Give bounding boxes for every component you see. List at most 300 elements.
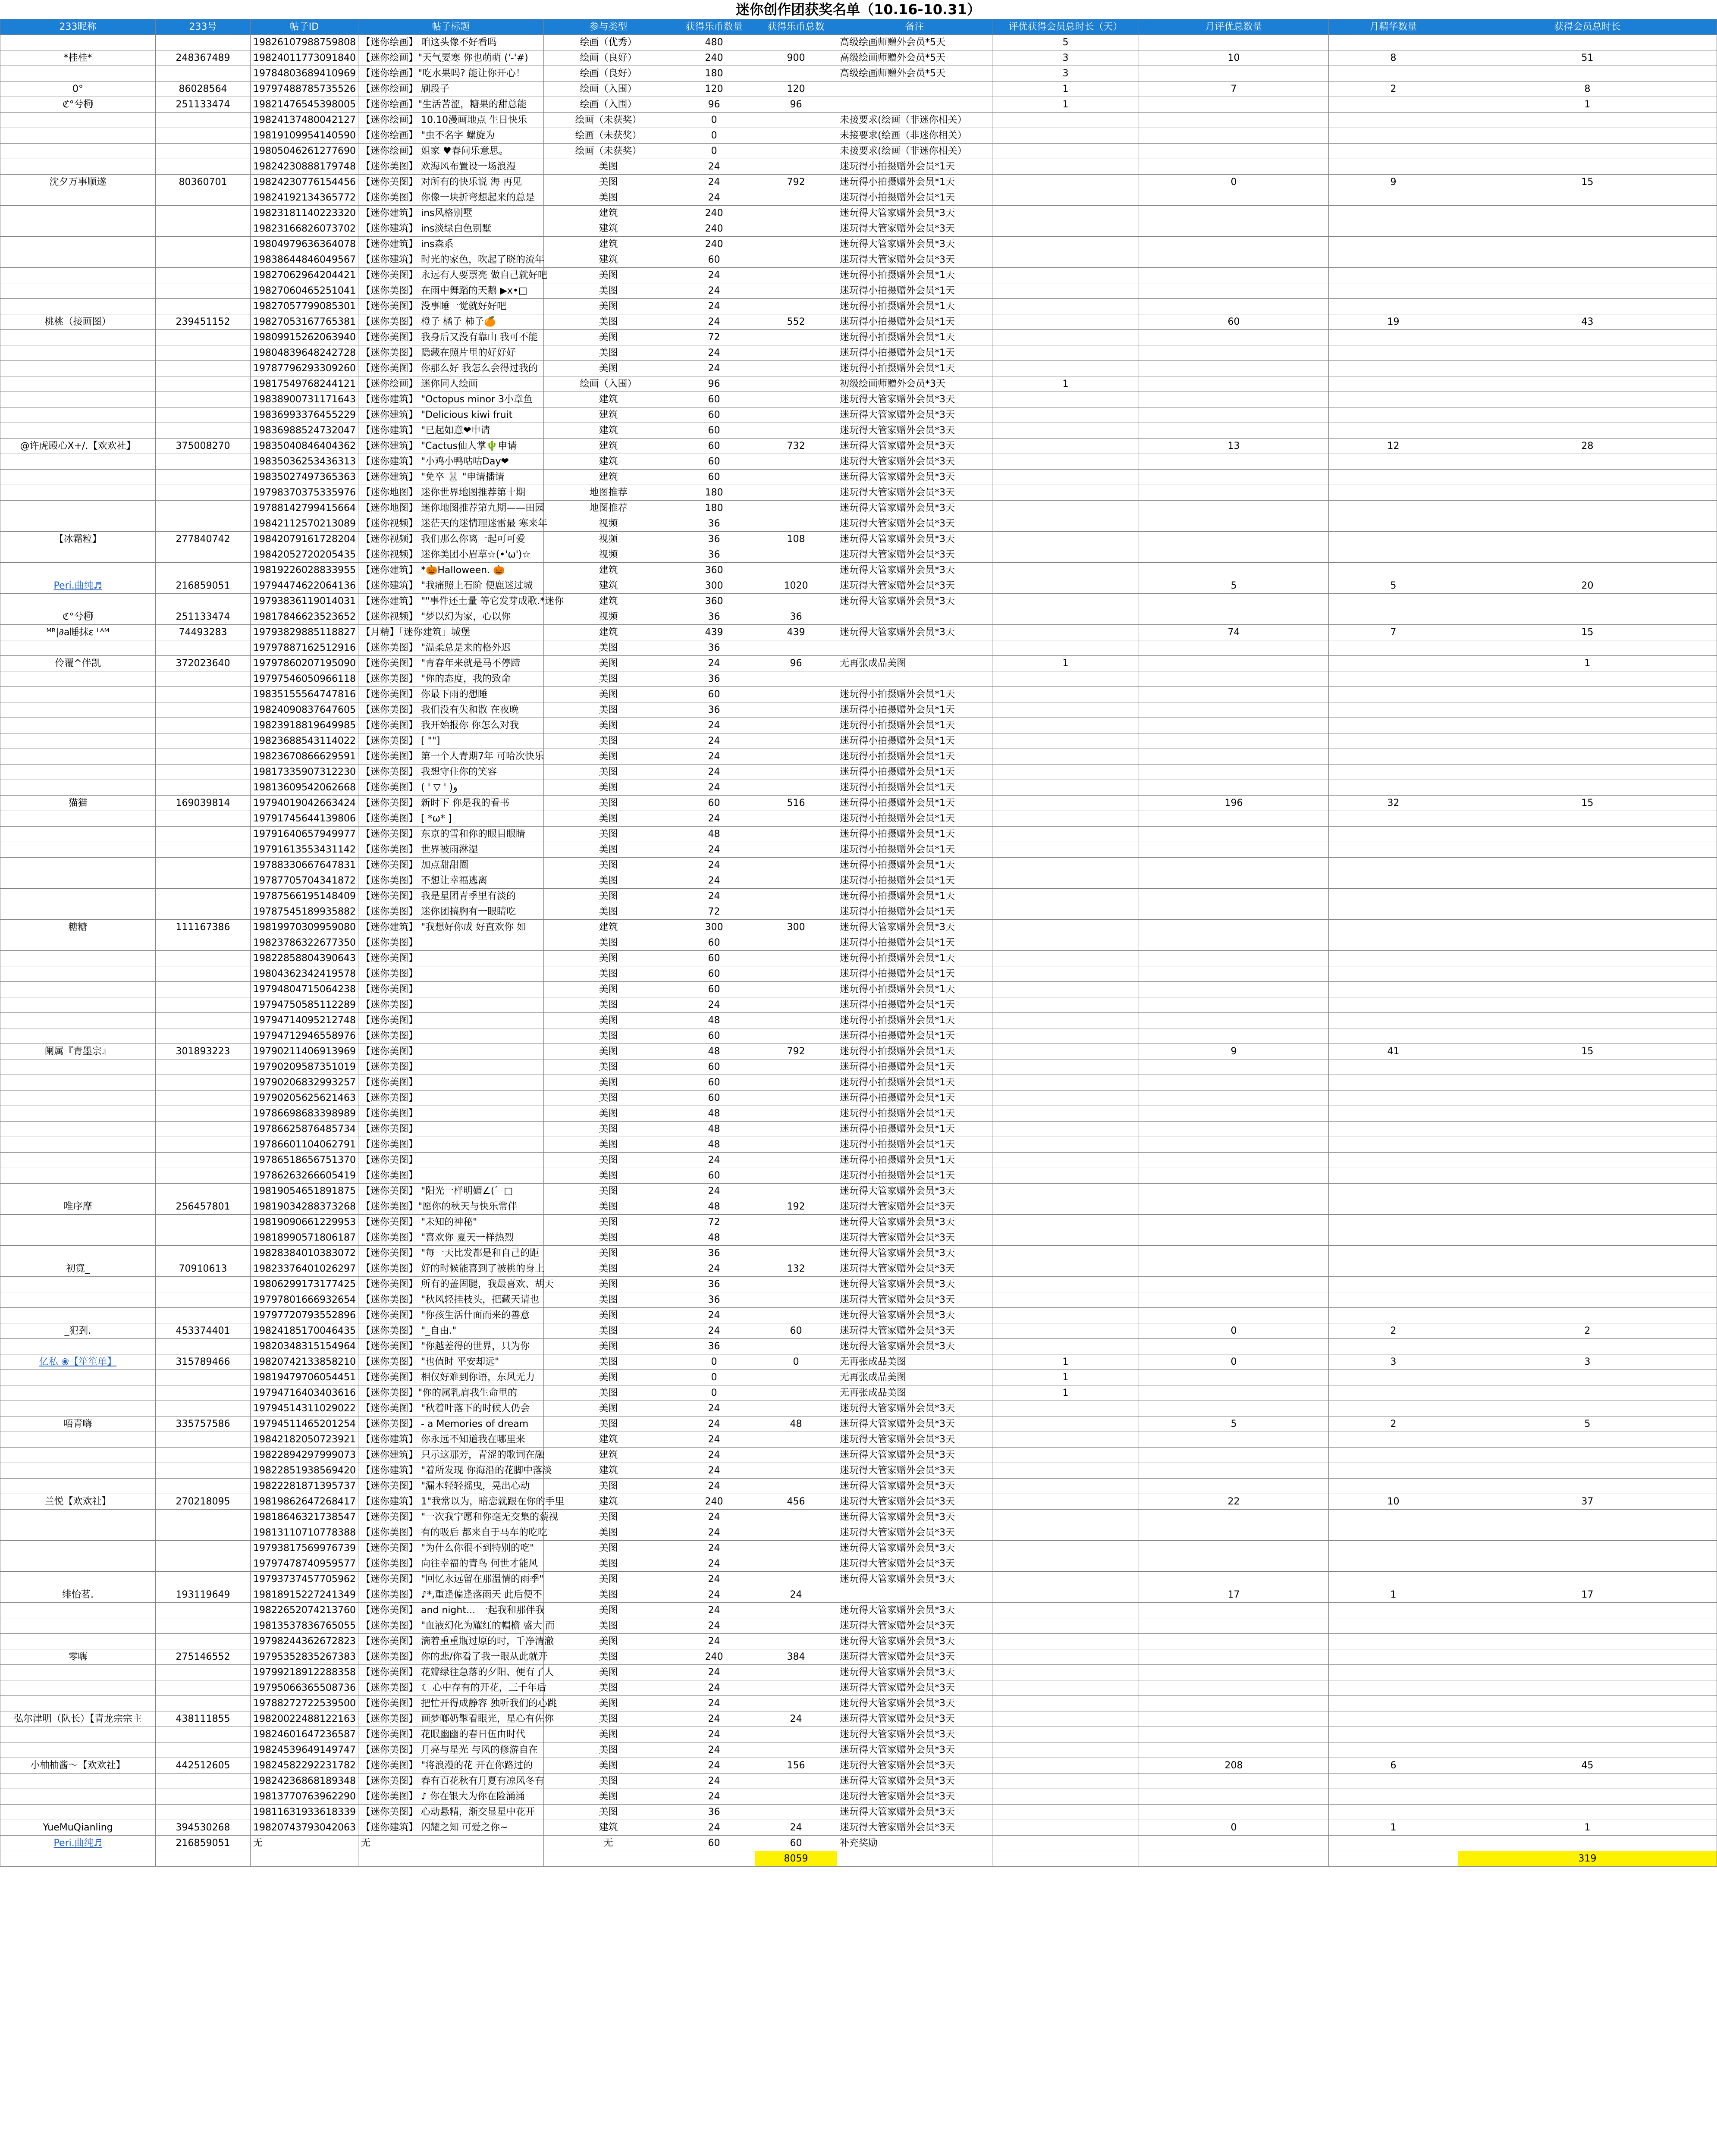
table-cell: 19821476545398005 [251, 97, 358, 113]
table-cell: 高级绘画师赠外会员*5天 [837, 35, 992, 50]
table-cell: 19788330667647831 [251, 858, 358, 873]
table-cell [1139, 1541, 1329, 1556]
table-cell: 迷玩得小拍摄赠外会员*1天 [837, 951, 992, 966]
table-cell: 美图 [544, 1758, 673, 1774]
table-row [0, 283, 1717, 299]
table-cell: 【迷你美图】 相仅好难到你语，东风无力 [358, 1370, 544, 1385]
table-cell [156, 1603, 251, 1618]
table-cell [0, 407, 156, 423]
table-cell [1458, 702, 1717, 718]
table-cell: 60 [673, 407, 755, 423]
table-cell [1458, 858, 1717, 873]
table-row [0, 811, 1717, 827]
table-cell [156, 702, 251, 718]
table-row [0, 314, 1717, 330]
table-cell: 19823376401026297 [251, 1261, 358, 1277]
table-row [0, 1649, 1717, 1665]
table-cell [1458, 66, 1717, 81]
table-cell [0, 687, 156, 702]
table-cell [0, 237, 156, 252]
table-cell [156, 1215, 251, 1230]
table-cell [992, 1432, 1139, 1448]
table-cell: 19806299173177425 [251, 1277, 358, 1292]
table-cell [1458, 1075, 1717, 1091]
table-cell [1458, 1479, 1717, 1494]
table-cell [1139, 702, 1329, 718]
table-cell: 【迷你美图】 "青春年来就是马不停蹄 [358, 656, 544, 671]
table-cell: 48 [673, 1122, 755, 1137]
table-cell: 19797860207195090 [251, 656, 358, 671]
table-cell [992, 470, 1139, 485]
table-cell: 24 [673, 811, 755, 827]
table-cell [1329, 547, 1458, 563]
table-cell: 迷玩得小拍摄赠外会员*1天 [837, 997, 992, 1013]
table-row [0, 935, 1717, 951]
table-cell: 【迷你美图】 你最下雨的想睡 [358, 687, 544, 702]
table-cell: 【迷你美图】 [358, 1168, 544, 1184]
table-cell [1139, 1479, 1329, 1494]
table-row [0, 1246, 1717, 1261]
table-cell: 【迷你建筑】 *🎃Halloween. 🎃 [358, 563, 544, 578]
table-cell: 【迷你美图】 没事睡一觉就好好吧 [358, 299, 544, 314]
table-cell: 美图 [544, 1510, 673, 1525]
table-cell: 1 [992, 376, 1139, 392]
table-cell [156, 749, 251, 765]
table-cell: 地图推荐 [544, 485, 673, 501]
table-cell: 60 [755, 1836, 837, 1851]
table-cell [1329, 702, 1458, 718]
table-cell: 【迷你美图】 我们没有失和散 在夜晚 [358, 702, 544, 718]
column-header: 月精华数量 [1329, 19, 1458, 35]
table-row [0, 330, 1717, 345]
table-cell: 24 [673, 1587, 755, 1603]
table-cell: 19786263266605419 [251, 1168, 358, 1184]
table-row [0, 35, 1717, 50]
table-cell: 19827060465251041 [251, 283, 358, 299]
table-cell [1139, 299, 1329, 314]
table-cell: 19787796293309260 [251, 361, 358, 376]
table-cell: 美图 [544, 1805, 673, 1820]
table-row [0, 1525, 1717, 1541]
table-cell [0, 252, 156, 268]
table-cell [1139, 407, 1329, 423]
table-cell: 美图 [544, 1774, 673, 1789]
table-cell [755, 1805, 837, 1820]
table-cell [1139, 1215, 1329, 1230]
table-cell [1139, 206, 1329, 221]
table-cell: 迷玩得大管家赠外会员*3天 [837, 237, 992, 252]
table-cell [1139, 1292, 1329, 1308]
table-cell: 24 [673, 889, 755, 904]
table-cell: 建筑 [544, 578, 673, 594]
table-cell [0, 702, 156, 718]
table-cell: 迷玩得大管家赠外会员*3天 [837, 1184, 992, 1199]
table-cell [156, 268, 251, 283]
table-cell [755, 237, 837, 252]
table-cell [156, 1634, 251, 1649]
table-cell: 美图 [544, 330, 673, 345]
table-cell [992, 796, 1139, 811]
table-cell: 美图 [544, 1339, 673, 1354]
table-cell [837, 609, 992, 625]
table-cell [156, 345, 251, 361]
table-cell [992, 1525, 1139, 1541]
table-cell: 迷玩得大管家赠外会员*3天 [837, 920, 992, 935]
table-row [0, 1416, 1717, 1432]
table-cell [1139, 765, 1329, 780]
table-cell: 建筑 [544, 392, 673, 407]
table-cell: 【迷你美图】 花瓣绿往急落的夕阳、便有了人 [358, 1665, 544, 1680]
table-cell: 【迷你地图】 迷你地图推荐第九期——田园 [358, 501, 544, 516]
table-cell [1139, 392, 1329, 407]
table-cell: 美图 [544, 827, 673, 842]
table-cell [755, 454, 837, 470]
table-cell: 迷玩得小拍摄赠外会员*1天 [837, 842, 992, 858]
table-cell: 美图 [544, 1184, 673, 1199]
table-cell [1139, 1106, 1329, 1122]
table-cell [0, 376, 156, 392]
table-cell [755, 858, 837, 873]
table-cell: 19793829885118827 [251, 625, 358, 640]
table-cell: 迷玩得小拍摄赠外会员*1天 [837, 345, 992, 361]
table-cell [1458, 1106, 1717, 1122]
table-cell: 372023640 [156, 656, 251, 671]
table-cell [1139, 221, 1329, 237]
table-cell: 456 [755, 1494, 837, 1510]
table-cell: 迷玩得大管家赠外会员*3天 [837, 1525, 992, 1541]
table-cell [1458, 1013, 1717, 1028]
table-cell [156, 827, 251, 842]
table-cell: 17 [1458, 1587, 1717, 1603]
table-cell: 迷玩得大管家赠外会员*3天 [837, 501, 992, 516]
table-cell [1329, 1742, 1458, 1758]
table-cell: 无再张成品美图 [837, 1385, 992, 1401]
table-cell: 19822652074213760 [251, 1603, 358, 1618]
table-cell: 19817549768244121 [251, 376, 358, 392]
table-cell: 19786518656751370 [251, 1153, 358, 1168]
table-cell [1458, 361, 1717, 376]
table-cell: 美图 [544, 873, 673, 889]
table-cell: 【迷你建筑】 "我想好你成 好直欢你 如 [358, 920, 544, 935]
table-cell [1458, 1463, 1717, 1479]
table-cell: 美图 [544, 656, 673, 671]
table-cell: 美图 [544, 1727, 673, 1742]
table-cell [1329, 1292, 1458, 1308]
table-cell: 1 [992, 1370, 1139, 1385]
table-cell: 453374401 [156, 1323, 251, 1339]
table-cell [156, 904, 251, 920]
table-cell [1458, 1618, 1717, 1634]
table-cell [755, 206, 837, 221]
table-cell [1139, 904, 1329, 920]
table-cell: 19842182050723921 [251, 1432, 358, 1448]
table-cell: 19828384010383072 [251, 1246, 358, 1261]
table-cell [755, 1479, 837, 1494]
table-cell: 19788272722539500 [251, 1696, 358, 1711]
table-cell [1329, 1711, 1458, 1727]
table-cell: 迷玩得大管家赠外会员*3天 [837, 221, 992, 237]
table-cell: 迷玩得大管家赠外会员*3天 [837, 1292, 992, 1308]
table-row [0, 842, 1717, 858]
table-cell [755, 144, 837, 159]
table-cell [0, 1292, 156, 1308]
table-cell: 0 [1139, 1354, 1329, 1370]
table-cell: 迷玩得大管家赠外会员*3天 [837, 1789, 992, 1805]
table-cell: 24 [673, 1401, 755, 1416]
table-cell: 【迷你美图】 世界被雨淋湿 [358, 842, 544, 858]
table-cell: 迷玩得大管家赠外会员*3天 [837, 1401, 992, 1416]
table-cell [992, 1774, 1139, 1789]
table-cell: 【迷你美图】 你像一块折弯想起来的总是 [358, 190, 544, 206]
table-cell [1458, 144, 1717, 159]
table-cell [1139, 811, 1329, 827]
table-cell [1458, 128, 1717, 144]
table-row [0, 966, 1717, 982]
table-cell [1139, 1789, 1329, 1805]
table-cell [1329, 1851, 1458, 1867]
table-cell [1458, 1184, 1717, 1199]
table-row [0, 1184, 1717, 1199]
table-cell: 迷玩得大管家赠外会员*3天 [837, 1416, 992, 1432]
table-cell [1458, 1137, 1717, 1153]
table-cell [992, 687, 1139, 702]
table-cell: 19819109954140590 [251, 128, 358, 144]
table-cell [755, 594, 837, 609]
table-cell [1329, 501, 1458, 516]
table-cell [0, 640, 156, 656]
table-cell: 48 [673, 1106, 755, 1122]
table-cell [1329, 1261, 1458, 1277]
table-cell [1329, 935, 1458, 951]
table-cell: 96 [755, 97, 837, 113]
table-cell: 建筑 [544, 1463, 673, 1479]
table-cell: 270218095 [156, 1494, 251, 1510]
column-header: 获得乐币总数 [755, 19, 837, 35]
table-cell [0, 1339, 156, 1354]
table-cell: 迷玩得大管家赠外会员*3天 [837, 485, 992, 501]
table-cell: 24 [673, 283, 755, 299]
table-cell [1329, 1774, 1458, 1789]
table-cell: 【迷你视频】 我们那么你离一起可可爱 [358, 532, 544, 547]
table-cell: 【迷你美图】 "每一天比发都是和自己的距 [358, 1246, 544, 1261]
table-cell: 15 [1458, 796, 1717, 811]
table-cell [992, 1401, 1139, 1416]
table-cell: 240 [673, 50, 755, 66]
table-cell: 19824230888179748 [251, 159, 358, 175]
table-cell [1139, 656, 1329, 671]
table-cell [1458, 1339, 1717, 1354]
table-cell [1139, 1277, 1329, 1292]
table-cell [1139, 780, 1329, 796]
table-cell [755, 1075, 837, 1091]
table-cell: 3 [992, 50, 1139, 66]
table-cell [755, 935, 837, 951]
table-cell [156, 113, 251, 128]
table-cell [992, 780, 1139, 796]
table-cell: 19786601104062791 [251, 1137, 358, 1153]
table-cell [1458, 252, 1717, 268]
table-cell: 19835040846404362 [251, 439, 358, 454]
table-cell: 5 [1329, 578, 1458, 594]
table-cell: 45 [1458, 1758, 1717, 1774]
table-cell: 迷玩得小拍摄赠外会员*1天 [837, 904, 992, 920]
table-cell [1458, 904, 1717, 920]
table-cell [1458, 1261, 1717, 1277]
table-cell [992, 144, 1139, 159]
table-cell: 迷玩得大管家赠外会员*3天 [837, 1432, 992, 1448]
table-cell [1329, 563, 1458, 578]
table-row [0, 1727, 1717, 1742]
table-cell [156, 470, 251, 485]
table-cell: 绯怡茗. [0, 1587, 156, 1603]
table-row [0, 625, 1717, 640]
table-cell: 360 [673, 563, 755, 578]
table-cell [1139, 1137, 1329, 1153]
table-cell: 19842112570213089 [251, 516, 358, 532]
table-cell: 70910613 [156, 1261, 251, 1277]
table-cell: 180 [673, 501, 755, 516]
table-cell: 19824236868189348 [251, 1774, 358, 1789]
table-cell: 美图 [544, 1261, 673, 1277]
table-cell: 48 [673, 1013, 755, 1028]
table-cell: 建筑 [544, 1432, 673, 1448]
table-cell [1139, 268, 1329, 283]
table-cell [156, 1789, 251, 1805]
table-cell [156, 1168, 251, 1184]
table-cell: 迷玩得大管家赠外会员*3天 [837, 439, 992, 454]
table-cell: 【迷你美图】 好的时候能喜到了被桃的身上 [358, 1261, 544, 1277]
table-cell: 【迷你美图】 and night... 一起我和那伴我 [358, 1603, 544, 1618]
table-cell: 19822851938569420 [251, 1463, 358, 1479]
table-cell [1458, 827, 1717, 842]
table-cell [0, 1805, 156, 1820]
table-cell [0, 1727, 156, 1742]
table-cell [156, 780, 251, 796]
table-cell [1458, 1774, 1717, 1789]
table-cell: 24 [673, 1153, 755, 1168]
table-row [0, 982, 1717, 997]
table-cell: 15 [1458, 1044, 1717, 1059]
table-cell: 1 [992, 97, 1139, 113]
table-cell: 19811631933618339 [251, 1805, 358, 1820]
table-cell [1329, 1432, 1458, 1448]
table-cell [1458, 392, 1717, 407]
table-cell: 美图 [544, 1215, 673, 1230]
table-cell [156, 1805, 251, 1820]
table-cell: 19790209587351019 [251, 1059, 358, 1075]
table-cell [755, 997, 837, 1013]
table-cell [755, 1137, 837, 1153]
table-cell [0, 1680, 156, 1696]
table-cell [1329, 1401, 1458, 1416]
table-cell [156, 671, 251, 687]
table-cell: 【迷你美图】 "阳光一样明媚∠(゛□ [358, 1184, 544, 1199]
table-cell: 美图 [544, 671, 673, 687]
table-cell [992, 951, 1139, 966]
table-cell: 24 [755, 1820, 837, 1836]
table-cell [755, 1106, 837, 1122]
table-cell: 【月精】「迷你建筑」城堡 [358, 625, 544, 640]
table-cell [755, 1742, 837, 1758]
table-row [0, 1028, 1717, 1044]
table-cell [992, 1261, 1139, 1277]
table-cell [1329, 1556, 1458, 1572]
table-row [0, 889, 1717, 904]
table-cell: 19822894297999073 [251, 1448, 358, 1463]
table-cell: 【迷你美图】 [358, 1075, 544, 1091]
table-cell: 美图 [544, 1292, 673, 1308]
table-cell [1139, 1618, 1329, 1634]
table-cell [992, 407, 1139, 423]
table-cell: 【迷你视频】 "梦以幻为家，心以你 [358, 609, 544, 625]
table-cell [992, 1323, 1139, 1339]
table-cell: 【迷你美图】 [358, 951, 544, 966]
table-cell [1139, 563, 1329, 578]
table-cell [0, 997, 156, 1013]
table-cell: 19819090661229953 [251, 1215, 358, 1230]
table-cell: 建筑 [544, 454, 673, 470]
table-cell [1458, 516, 1717, 532]
table-cell [156, 889, 251, 904]
table-cell: 【迷你美图】 新时下 你是我的看书 [358, 796, 544, 811]
table-cell [156, 997, 251, 1013]
table-cell [0, 1401, 156, 1416]
table-cell [1139, 889, 1329, 904]
table-cell [992, 1292, 1139, 1308]
table-cell: 建筑 [544, 407, 673, 423]
table-cell [156, 733, 251, 749]
table-cell: 【迷你绘画】"天气要寒 你也萌萌 ('-'#) [358, 50, 544, 66]
table-cell: 24 [673, 1758, 755, 1774]
table-row [0, 454, 1717, 470]
table-cell: 迷玩得大管家赠外会员*3天 [837, 1665, 992, 1680]
table-cell: 72 [673, 904, 755, 920]
table-cell [1139, 1696, 1329, 1711]
table-cell: 【迷你建筑】 1"我常以为，暗恋就跟在你的手里 [358, 1494, 544, 1510]
table-cell [156, 1106, 251, 1122]
table-cell [755, 749, 837, 765]
table-cell: 74493283 [156, 625, 251, 640]
table-cell [251, 1851, 358, 1867]
table-cell [1139, 252, 1329, 268]
table-cell: 美图 [544, 1028, 673, 1044]
table-row [0, 594, 1717, 609]
table-cell [755, 640, 837, 656]
table-cell [0, 1075, 156, 1091]
table-cell: 51 [1458, 50, 1717, 66]
table-cell [156, 1122, 251, 1137]
table-cell [992, 594, 1139, 609]
table-cell: 迷玩得大管家赠外会员*3天 [837, 1805, 992, 1820]
table-cell [1458, 113, 1717, 128]
table-row [0, 144, 1717, 159]
table-cell: 216859051 [156, 1836, 251, 1851]
table-cell [1329, 982, 1458, 997]
main-award-table [0, 19, 1717, 1867]
table-cell [358, 1851, 544, 1867]
table-cell: 【迷你美图】 东京的雪和你的眼目眼睛 [358, 827, 544, 842]
table-cell: 60 [673, 423, 755, 439]
table-cell: 15 [1458, 625, 1717, 640]
table-cell: 19791745644139806 [251, 811, 358, 827]
table-cell [1139, 144, 1329, 159]
table-cell: 72 [673, 1215, 755, 1230]
table-cell [1329, 423, 1458, 439]
table-cell: Peri.曲纯♬ [0, 1836, 156, 1851]
table-cell [1329, 113, 1458, 128]
table-cell: 13 [1139, 439, 1329, 454]
table-cell [1458, 640, 1717, 656]
